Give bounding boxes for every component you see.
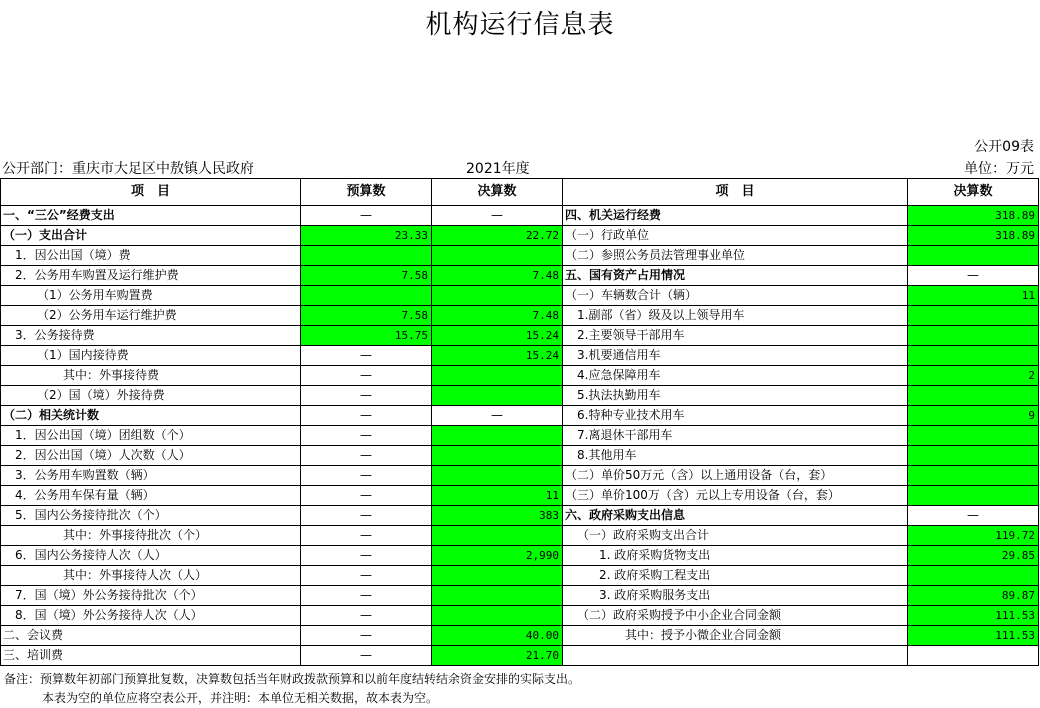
item-right-cell: （一）行政单位 <box>563 226 908 246</box>
budget-cell: — <box>301 646 432 666</box>
item-right-cell: 五、国有资产占用情况 <box>563 266 908 286</box>
table-row <box>1 206 1039 226</box>
budget-cell: 7.58 <box>301 266 432 286</box>
final-left-cell: 22.72 <box>432 226 563 246</box>
item-left-cell: 其中：外事接待人次（人） <box>1 566 301 586</box>
table-row <box>1 446 1039 466</box>
final-left-cell <box>432 426 563 446</box>
header-final-right: 决算数 <box>908 179 1039 206</box>
item-right-cell: （二）参照公务员法管理事业单位 <box>563 246 908 266</box>
table-row <box>1 346 1039 366</box>
final-left-cell: — <box>432 206 563 226</box>
final-right-cell: 2 <box>908 366 1039 386</box>
table-row <box>1 426 1039 446</box>
item-left-cell: 1．因公出国（境）团组数（个） <box>1 426 301 446</box>
table-row <box>1 326 1039 346</box>
table-row <box>1 246 1039 266</box>
note-line: 备注：预算数年初部门预算批复数，决算数包括当年财政拨款预算和以前年度结转结余资金安排的实际支出。 <box>4 672 581 686</box>
item-right-cell: 2. 政府采购工程支出 <box>563 566 908 586</box>
item-left-cell: 2．因公出国（境）人次数（人） <box>1 446 301 466</box>
budget-cell: — <box>301 426 432 446</box>
department-label: 公开部门：重庆市大足区中敖镇人民政府 <box>2 161 254 177</box>
final-left-cell: 7.48 <box>432 266 563 286</box>
header-final-left: 决算数 <box>432 179 563 206</box>
final-left-cell: 11 <box>432 486 563 506</box>
table-row <box>1 466 1039 486</box>
item-left-cell: 7．国（境）外公务接待批次（个） <box>1 586 301 606</box>
item-left-cell: 3．公务接待费 <box>1 326 301 346</box>
item-right-cell: （三）单价100万（含）元以上专用设备（台，套） <box>563 486 908 506</box>
table-row <box>1 506 1039 526</box>
final-right-cell <box>908 246 1039 266</box>
table-row <box>1 626 1039 646</box>
final-right-cell <box>908 426 1039 446</box>
item-left-cell: 二、会议费 <box>1 626 301 646</box>
table-row <box>1 586 1039 606</box>
table-row <box>1 566 1039 586</box>
final-left-cell <box>432 446 563 466</box>
table-row <box>1 286 1039 306</box>
final-left-cell: 15.24 <box>432 326 563 346</box>
budget-cell: — <box>301 526 432 546</box>
final-right-cell: 318.89 <box>908 226 1039 246</box>
final-right-cell <box>908 466 1039 486</box>
final-right-cell <box>908 306 1039 326</box>
final-right-cell: 119.72 <box>908 526 1039 546</box>
table-row <box>1 606 1039 626</box>
final-left-cell <box>432 526 563 546</box>
final-left-cell: 2,990 <box>432 546 563 566</box>
budget-cell: 15.75 <box>301 326 432 346</box>
budget-cell: — <box>301 206 432 226</box>
budget-cell: — <box>301 446 432 466</box>
budget-cell: — <box>301 546 432 566</box>
table-row <box>1 226 1039 246</box>
final-left-cell <box>432 606 563 626</box>
table-row <box>1 646 1039 666</box>
final-left-cell: 21.70 <box>432 646 563 666</box>
item-left-cell: 3．公务用车购置数（辆） <box>1 466 301 486</box>
item-right-cell: 3.机要通信用车 <box>563 346 908 366</box>
budget-cell: — <box>301 366 432 386</box>
final-right-cell <box>908 646 1039 666</box>
final-right-cell: 318.89 <box>908 206 1039 226</box>
item-right-cell <box>563 646 908 666</box>
item-left-cell: 8．国（境）外公务接待人次（人） <box>1 606 301 626</box>
final-left-cell <box>432 246 563 266</box>
final-left-cell: 40.00 <box>432 626 563 646</box>
info-table <box>0 178 1039 666</box>
table-row <box>1 406 1039 426</box>
table-row <box>1 526 1039 546</box>
item-left-cell: 2．公务用车购置及运行维护费 <box>1 266 301 286</box>
final-right-cell: 9 <box>908 406 1039 426</box>
final-left-cell <box>432 466 563 486</box>
budget-cell: — <box>301 386 432 406</box>
budget-cell: — <box>301 626 432 646</box>
item-right-cell: 6.特种专业技术用车 <box>563 406 908 426</box>
budget-cell: — <box>301 346 432 366</box>
final-left-cell <box>432 286 563 306</box>
item-right-cell: （二）单价50万元（含）以上通用设备（台，套） <box>563 466 908 486</box>
final-right-cell: — <box>908 266 1039 286</box>
final-right-cell <box>908 346 1039 366</box>
item-left-cell: 其中：外事接待批次（个） <box>1 526 301 546</box>
item-left-cell: （1）公务用车购置费 <box>1 286 301 306</box>
item-right-cell: 四、机关运行经费 <box>563 206 908 226</box>
item-left-cell: 1．因公出国（境）费 <box>1 246 301 266</box>
table-row <box>1 386 1039 406</box>
item-left-cell: 6．国内公务接待人次（人） <box>1 546 301 566</box>
note-line: 本表为空的单位应将空表公开，并注明：本单位无相关数据，故本表为空。 <box>42 691 439 705</box>
header-item-right: 项 目 <box>563 179 908 206</box>
item-left-cell: 一、“三公”经费支出 <box>1 206 301 226</box>
final-left-cell: — <box>432 406 563 426</box>
item-right-cell: 六、政府采购支出信息 <box>563 506 908 526</box>
header-budget: 预算数 <box>301 179 432 206</box>
table-row <box>1 546 1039 566</box>
budget-cell: — <box>301 486 432 506</box>
item-right-cell: 1.副部（省）级及以上领导用车 <box>563 306 908 326</box>
item-right-cell: 其中：授予小微企业合同金额 <box>563 626 908 646</box>
item-right-cell: 3. 政府采购服务支出 <box>563 586 908 606</box>
budget-cell: — <box>301 606 432 626</box>
item-right-cell: 7.离退休干部用车 <box>563 426 908 446</box>
item-right-cell: 1. 政府采购货物支出 <box>563 546 908 566</box>
final-right-cell <box>908 486 1039 506</box>
item-right-cell: 2.主要领导干部用车 <box>563 326 908 346</box>
item-right-cell: 8.其他用车 <box>563 446 908 466</box>
item-left-cell: （2）国（境）外接待费 <box>1 386 301 406</box>
table-row <box>1 366 1039 386</box>
final-right-cell: 89.87 <box>908 586 1039 606</box>
table-row <box>1 266 1039 286</box>
budget-cell: — <box>301 586 432 606</box>
final-left-cell: 15.24 <box>432 346 563 366</box>
budget-cell <box>301 286 432 306</box>
item-left-cell: 5．国内公务接待批次（个） <box>1 506 301 526</box>
unit-label: 单位：万元 <box>964 161 1034 177</box>
budget-cell <box>301 246 432 266</box>
final-right-cell <box>908 326 1039 346</box>
item-right-cell: 4.应急保障用车 <box>563 366 908 386</box>
final-right-cell <box>908 446 1039 466</box>
item-right-cell: （二）政府采购授予中小企业合同金额 <box>563 606 908 626</box>
final-left-cell <box>432 566 563 586</box>
table-row <box>1 306 1039 326</box>
item-right-cell: （一）政府采购支出合计 <box>563 526 908 546</box>
table-body <box>1 206 1039 666</box>
item-left-cell: 三、培训费 <box>1 646 301 666</box>
budget-cell: — <box>301 406 432 426</box>
budget-cell: — <box>301 566 432 586</box>
item-left-cell: （二）相关统计数 <box>1 406 301 426</box>
header-item-left: 项 目 <box>1 179 301 206</box>
year-label: 2021年度 <box>466 161 530 177</box>
table-code: 公开09表 <box>974 139 1034 155</box>
item-right-cell: （一）车辆数合计（辆） <box>563 286 908 306</box>
final-right-cell: 111.53 <box>908 606 1039 626</box>
final-left-cell: 7.48 <box>432 306 563 326</box>
item-left-cell: 其中：外事接待费 <box>1 366 301 386</box>
final-left-cell: 383 <box>432 506 563 526</box>
final-left-cell <box>432 586 563 606</box>
final-right-cell <box>908 386 1039 406</box>
budget-cell: 7.58 <box>301 306 432 326</box>
final-right-cell: 29.85 <box>908 546 1039 566</box>
budget-cell: — <box>301 466 432 486</box>
item-right-cell: 5.执法执勤用车 <box>563 386 908 406</box>
budget-cell: 23.33 <box>301 226 432 246</box>
final-right-cell: — <box>908 506 1039 526</box>
table-row <box>1 486 1039 506</box>
final-right-cell: 11 <box>908 286 1039 306</box>
item-left-cell: （1）国内接待费 <box>1 346 301 366</box>
final-right-cell <box>908 566 1039 586</box>
table-header-row <box>1 179 1039 206</box>
final-right-cell: 111.53 <box>908 626 1039 646</box>
budget-cell: — <box>301 506 432 526</box>
page-title: 机构运行信息表 <box>425 10 615 40</box>
final-left-cell <box>432 386 563 406</box>
final-left-cell <box>432 366 563 386</box>
item-left-cell: （一）支出合计 <box>1 226 301 246</box>
notes <box>4 670 580 708</box>
item-left-cell: （2）公务用车运行维护费 <box>1 306 301 326</box>
item-left-cell: 4．公务用车保有量（辆） <box>1 486 301 506</box>
